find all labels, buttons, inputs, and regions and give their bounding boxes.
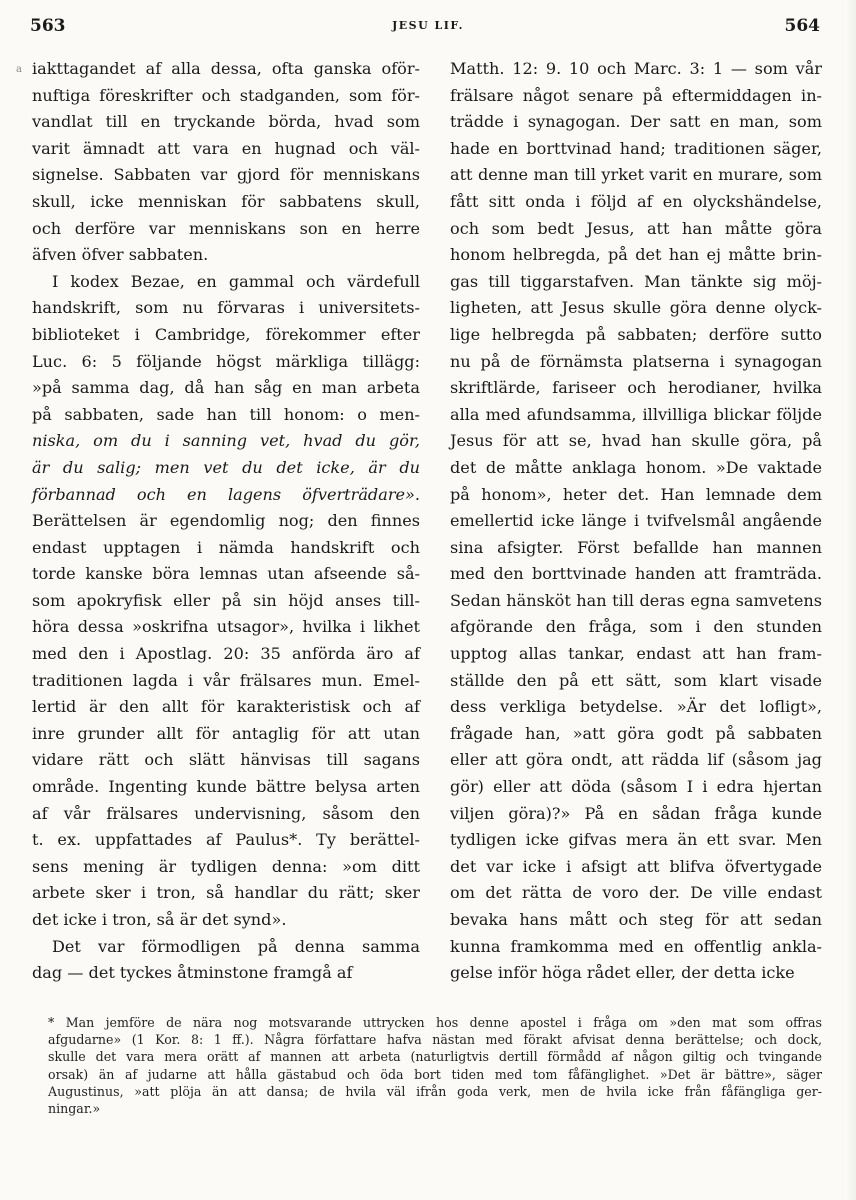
- text-line: dag — det tyckes åtminstone framgå af: [32, 963, 353, 983]
- text-line: I kodex Bezae, en gammal och värdefull: [52, 271, 420, 291]
- footnote-line: Augustinus, »att plöja än att dansa; de hvila väl ifrån goda verk, men de hvila icke från fåfängliga ger-: [48, 1083, 822, 1099]
- text-line: nuftiga föreskrifter och stadganden, som för-: [32, 85, 420, 105]
- text-line: det de måtte anklaga honom. »De vaktade: [450, 457, 822, 477]
- text-line: frälsare något senare på eftermiddagen in-: [450, 85, 822, 105]
- text-line: honom helbregda, på det han ej måtte brin-: [450, 245, 822, 265]
- text-line: varit ämnadt att vara en hugnad och väl-: [32, 138, 420, 158]
- text-line: »på samma dag, då han såg en man arbeta: [32, 378, 420, 398]
- text-line: tydligen icke gifvas mera än ett svar. Men: [450, 830, 822, 850]
- text-line: skull, icke menniskan för sabbatens skull,: [32, 191, 420, 211]
- text-line: af vår frälsares undervisning, såsom den: [32, 803, 420, 823]
- text-line: med den borttvinade handen att framträda.: [450, 564, 822, 584]
- text-line: t. ex. uppfattades af Paulus*. Ty berättel-: [32, 830, 420, 850]
- text-line: Det var förmodligen på denna samma: [52, 936, 420, 956]
- text-line: det icke i tron, så är det synd».: [32, 910, 287, 929]
- text-line: med den i Apostlag. 20: 35 anförda äro af: [32, 644, 420, 664]
- text-line: och derföre var menniskans son en herre: [32, 218, 420, 238]
- page-number-right: 564: [784, 16, 820, 36]
- text-line: ställde den på ett sätt, som klart visade: [450, 670, 822, 690]
- text-line: Jesus för att se, hvad han skulle göra, på: [450, 431, 822, 451]
- text-line: kunna framkomma med en offentlig ankla-: [450, 936, 822, 956]
- text-line: höra dessa »oskrifna utsagor», hvilka i likhet: [32, 617, 420, 637]
- text-line: gas till tiggarstafven. Man tänkte sig möj-: [450, 271, 822, 291]
- text-line: niska, om du i sanning vet, hvad du gör,: [32, 431, 420, 451]
- text-line: emellertid icke länge i tvifvelsmål angående: [450, 511, 822, 531]
- text-line: hade en borttvinad hand; traditionen säger,: [450, 138, 822, 158]
- left-column: [32, 56, 420, 987]
- right-column: [450, 56, 822, 987]
- footnote-line: orsak) än af judarne att hålla gästabud och öda bort tiden med tom fåfänglighet. »Det är bättre», säger: [48, 1066, 822, 1082]
- text-line: äfven öfver sabbaten.: [32, 245, 209, 265]
- text-line: fått sitt onda i följd af en olyckshändelse,: [450, 191, 822, 211]
- text-line: dess verkliga betydelse. »Är det lofligt»,: [450, 697, 822, 717]
- page-number-left: 563: [30, 16, 66, 36]
- text-line: förbannad och en lagens öfverträdare».: [32, 484, 420, 504]
- text-line: det var icke i afsigt att blifva öfvertygade: [450, 856, 822, 876]
- text-line: gelse inför höga rådet eller, der detta icke: [450, 963, 795, 983]
- page-header: [30, 16, 826, 40]
- text-line: alla med afundsamma, illvilliga blickar följde: [450, 404, 822, 424]
- text-line: gör) eller att döda (såsom I i edra hjertan: [450, 777, 822, 797]
- text-line: Sedan hänsköt han till deras egna samvetens: [450, 590, 822, 610]
- page-edge: [846, 0, 856, 1200]
- text-line: torde kanske böra lemnas utan afseende så-: [32, 564, 420, 584]
- text-line: eller att göra ondt, att rädda lif (såsom jag: [450, 750, 822, 770]
- text-line: ligheten, att Jesus skulle göra denne olyck-: [450, 298, 822, 318]
- text-line: lertid är den allt för karakteristisk och af: [32, 697, 420, 717]
- text-line: att denne man till yrket varit en murare, som: [450, 165, 822, 185]
- footnote-line: * Man jemföre de nära nog motsvarande uttrycken hos denne apostel i fråga om »den mat som offras: [48, 1015, 822, 1030]
- margin-mark: a: [16, 64, 22, 75]
- text-line: Luc. 6: 5 följande högst märkliga tillägg:: [32, 351, 420, 371]
- text-line: på honom», heter det. Han lemnade dem: [450, 484, 822, 504]
- text-line: är du salig; men vet du det icke, är du: [32, 457, 420, 477]
- text-line: handskrift, som nu förvaras i universitets-: [32, 298, 420, 318]
- text-line: sens mening är tydligen denna: »om ditt: [32, 856, 420, 876]
- text-line: frågade han, »att göra godt på sabbaten: [450, 723, 822, 743]
- footnote-line: afgudarne» (1 Kor. 8: 1 ff.). Några författare hafva nästan med förakt afvisat denna berättelse; och dock,: [48, 1032, 822, 1048]
- text-line: arbete sker i tron, så handlar du rätt; sker: [32, 883, 420, 903]
- text-line: signelse. Sabbaten var gjord för menniskans: [32, 165, 420, 185]
- footnote-line: ningar.»: [48, 1101, 101, 1117]
- text-line: och som bedt Jesus, att han måtte göra: [450, 218, 822, 238]
- text-line: upptog allas tankar, endast att han fram-: [450, 644, 822, 664]
- text-line: nu på de förnämsta platserna i synagogan: [450, 351, 822, 371]
- text-line: lige helbregda på sabbaten; derföre sutto: [450, 324, 822, 344]
- text-line: på sabbaten, sade han till honom: o men-: [32, 404, 420, 424]
- text-line: om det rätta de voro der. De ville endast: [450, 883, 822, 903]
- text-line: trädde i synagogan. Der satt en man, som: [450, 112, 822, 132]
- text-line: som apokryfisk eller på sin höjd anses till-: [32, 590, 420, 610]
- text-line: bevaka hans mått och steg för att sedan: [450, 910, 822, 929]
- text-line: skriftlärde, fariseer och herodianer, hvilka: [450, 378, 822, 398]
- running-title: JESU LIF.: [392, 19, 464, 32]
- text-line: inre grunder allt för antaglig för att utan: [32, 723, 420, 743]
- text-line: område. Ingenting kunde bättre belysa arten: [32, 777, 420, 797]
- text-line: biblioteket i Cambridge, förekommer efter: [32, 324, 420, 344]
- text-line: Matth. 12: 9. 10 och Marc. 3: 1 — som vår: [450, 59, 822, 78]
- text-line: vandlat till en tryckande börda, hvad som: [32, 112, 420, 132]
- text-line: traditionen lagda i vår frälsares mun. Emel-: [32, 670, 420, 690]
- text-line: afgörande den fråga, som i den stunden: [450, 617, 822, 637]
- text-line: sina afsigter. Först befallde han mannen: [450, 537, 822, 557]
- text-line: endast upptagen i nämda handskrift och: [32, 537, 420, 557]
- footnote-line: skulle det vara mera orätt af mannen att arbeta (naturligtvis dertill förmådd af någon giltig och tvingande: [48, 1049, 822, 1065]
- text-line: iakttagandet af alla dessa, ofta ganska oför-: [32, 59, 420, 78]
- text-line: Berättelsen är egendomlig nog; den finnes: [32, 511, 420, 531]
- text-line: viljen göra)?» På en sådan fråga kunde: [450, 803, 822, 823]
- text-line: vidare rätt och slätt hänvisas till sagans: [32, 750, 420, 770]
- footnote: [48, 1014, 822, 1117]
